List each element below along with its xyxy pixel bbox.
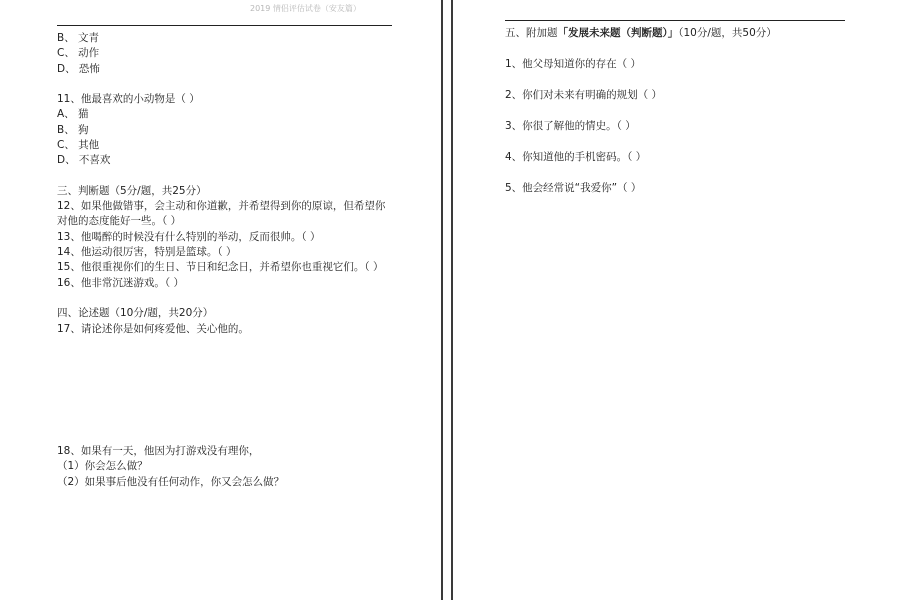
- q10-option-c: C、 动作: [57, 47, 100, 59]
- right-header-rule: [505, 20, 845, 21]
- section5-title: [505, 26, 777, 40]
- q12-line1: 12、如果他做错事，会主动和你道歉，并希望得到你的原谅，但希望你: [57, 200, 386, 212]
- section5-title-bold: 「发展未来题（判断题）」: [557, 27, 679, 39]
- q11-option-c: C、 其他: [57, 139, 100, 151]
- left-header-rule: [57, 25, 392, 26]
- q15: 15、他很重视你们的生日、节日和纪念日，并希望你也重视它们。（ ）: [57, 261, 384, 273]
- bonus-q3: 3、你很了解他的情史。（ ）: [505, 120, 636, 132]
- q13: 13、他喝醉的时候没有什么特别的举动，反而很帅。（ ）: [57, 231, 321, 243]
- bonus-q2: 2、你们对未来有明确的规划（ ）: [505, 89, 663, 101]
- section5-title-prefix: 五、附加题: [505, 27, 558, 39]
- bonus-q4: 4、你知道他的手机密码。（ ）: [505, 151, 647, 163]
- q10-option-d: D、 恐怖: [57, 63, 100, 75]
- section4-title: 四、论述题（10分/题，共20分）: [57, 307, 214, 319]
- bonus-q5: 5、他会经常说“我爱你”（ ）: [505, 182, 642, 194]
- left-exam-page: [0, 0, 442, 600]
- q18-part2: （2）如果事后他没有任何动作，你又会怎么做？: [57, 476, 285, 488]
- q14: 14、他运动很厉害，特别是篮球。（ ）: [57, 246, 237, 258]
- q10-option-b: B、 文青: [57, 32, 100, 44]
- section5-title-suffix: （10分/题，共50分）: [678, 27, 777, 39]
- running-header: 2019 情侣评估试卷（安友篇）: [250, 4, 361, 13]
- q18: 18、如果有一天，他因为打游戏没有理你，: [57, 445, 260, 457]
- bonus-q1: 1、他父母知道你的存在（ ）: [505, 58, 642, 70]
- q11-option-b: B、 狗: [57, 124, 89, 136]
- q11-option-a: A、 猫: [57, 108, 89, 120]
- page-gutter-divider: [441, 0, 453, 600]
- q11-stem: 11、他最喜欢的小动物是（ ）: [57, 93, 200, 105]
- q18-part1: （1）你会怎么做？: [57, 460, 148, 472]
- q12-line2: 对他的态度能好一些。（ ）: [57, 215, 182, 227]
- q16: 16、他非常沉迷游戏。（ ）: [57, 277, 184, 289]
- q17: 17、请论述你是如何疼爱他、关心他的。: [57, 323, 249, 335]
- q11-option-d: D、 不喜欢: [57, 154, 111, 166]
- section3-title: 三、判断题（5分/题，共25分）: [57, 185, 207, 197]
